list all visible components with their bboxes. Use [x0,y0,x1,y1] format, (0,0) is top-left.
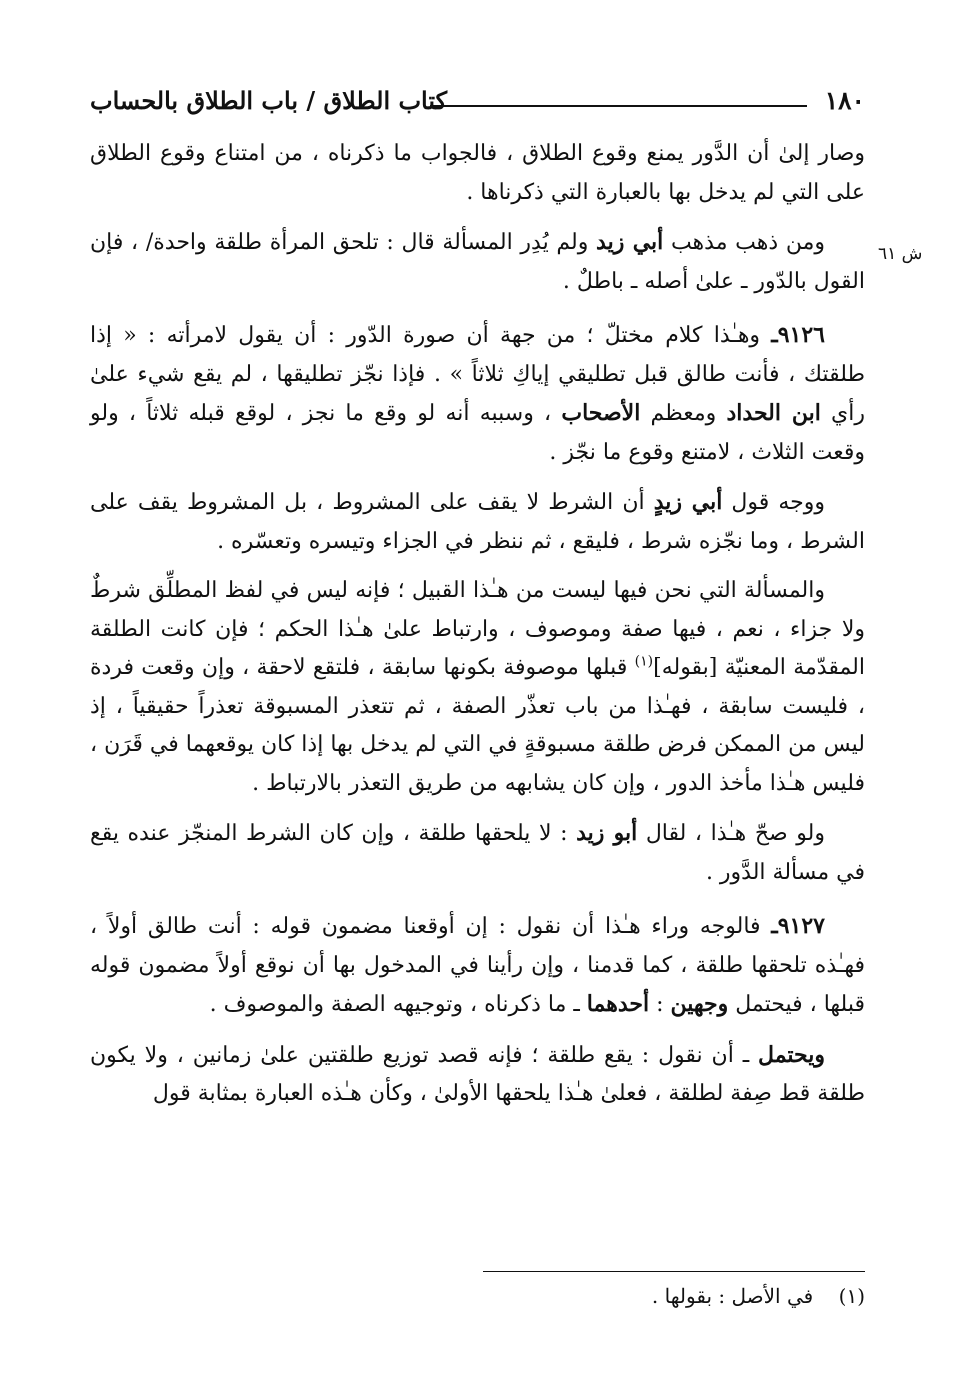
bold-term: أبو زيد [576,820,638,846]
footnote-ref[interactable]: (١) [634,653,654,670]
paragraph: والمسألة التي نحن فيها ليست من هـٰذا القبيل ؛ فإنه ليس في لفظ المطلِّق شرطٌ ولا جزاء ، نعم ، فيها صفة وموصوف ، وارتباط علىٰ هـٰذا الحكم ؛ فإن كانت الطلقة المقدّمة المعنيّة [بقوله]$^{(١)}$ قبلها موصوفة بكونها سابقة ، فلتقع لاحقة ، وإن وقعت فردة ، فليست سابقة ، فهـٰذا من باب تعذّر الصفة ، ثم تتعذر المسبوقة تعذراً حقيقياً ، إذ ليس من الممكن فرض طلقة مسبوقةٍ في التي لم يدخل بها إذا كان يوقعهما في قَرَن ، فليس هـٰذا مأخذ الدور ، وإن كان يشابهه من طريق التعذر بالارتباط . [90,578,865,796]
footnote [365,1282,865,1310]
numbered-paragraph: ٩١٢٧ـ فالوجه وراء هـٰذا أن نقول : إن أوقعنا مضمون قوله : أنت طالق أولاً ، فهـٰذه تلحقها طلقة ، كما قدمنا ، وإن رأينا في المدخول بها أن نوقع أولاً مضمون قوله قبلها ، فيحتمل وجهين : أحدهما ـ ما ذكرناه ، وتوجيهه الصفة والموصوف . [90,913,865,1017]
bold-term: أحدهما [586,991,650,1017]
bold-term: أبي زيدٍ [653,489,723,515]
paragraph: وصار إلىٰ أن الدَّور يمنع وقوع الطلاق ، فالجواب ما ذكرناه ، من امتناع وقوع الطلاق على التي لم يدخل بها بالعبارة التي ذكرناها . [90,141,865,205]
footnote-marker: (١) [838,1284,865,1308]
bold-term: ابن الحداد [726,400,821,426]
paragraph-number: ٩١٢٦ـ [771,322,825,348]
paragraph: ولو صحّ هـٰذا ، لقال أبو زيد : لا يلحقها طلقة ، وإن كان الشرط المنجّز عنده يقع في مسألة الدَّور . [90,820,865,885]
paragraph: ومن ذهب مذهب أبي زيد ولم يُدِر المسألة قال : تلحق المرأة طلقة واحدة/ ، فإن القول بالدّور ـ علىٰ أصله ـ باطلٌ . [90,229,865,294]
footnote-rule [483,1271,865,1272]
header-title: كتاب الطلاق / باب الطلاق بالحساب [90,86,448,115]
paragraph-number: ٩١٢٧ـ [771,913,825,939]
bold-term: وجهين [670,991,729,1017]
page-number: ١٨٠ [824,86,865,115]
footnote-text: في الأصل : بقولها . [651,1284,814,1308]
main-text [90,135,865,1125]
numbered-paragraph: ٩١٢٦ـ وهـٰذا كلام مختلّ ؛ من جهة أن صورة الدّور : أن يقول لامرأته : « إذا طلقتك ، فأنت طالق قبل تطليقي إياكِ ثلاثاً » . فإذا نجّز تطليقها ، لم يقع شيء علىٰ رأي ابن الحداد ومعظم الأصحاب ، وسببه أنه لو وقع ما نجز ، لوقع قبله ثلاثاً ، ولو وقعت الثلاث ، لامتنع وقوع ما نجّز . [90,322,865,465]
paragraph: ووجه قول أبي زيدٍ أن الشرط لا يقف على المشروط ، بل المشروط يقف على الشرط ، وما نجّزه شرط ، فليقع ، ثم ننظر في الجزاء وتيسره وتعسّره . [90,489,865,554]
bold-term: الأصحاب [561,400,641,426]
paragraph: ويحتمل ـ أن نقول : يقع طلقة ؛ فإنه قصد توزيع طلقتين علىٰ زمانين ، ولا يكون طلقة قط صِفة لطلقة ، فعلىٰ هـٰذا يلحقها الأولىٰ ، وكأن هـٰذه العبارة بمثابة قول [90,1041,865,1106]
bold-term: ويحتمل [758,1041,825,1068]
header-rule [430,105,807,107]
running-header [90,86,865,122]
bold-term: أبي زيد [596,229,664,255]
margin-note: ش ٦١ [878,244,923,264]
